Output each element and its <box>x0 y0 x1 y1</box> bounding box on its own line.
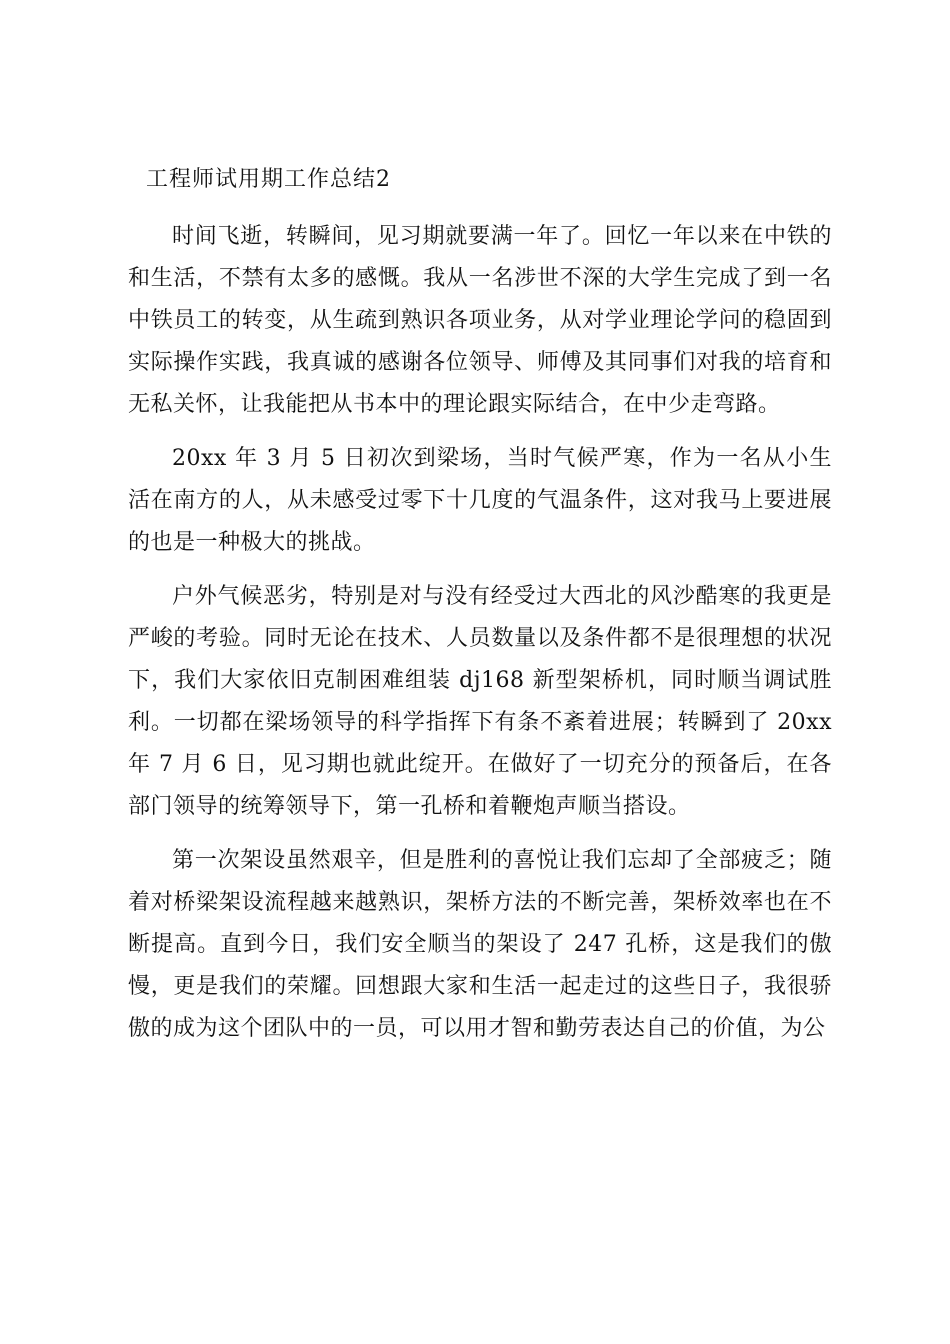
document-title: 工程师试用期工作总结2 <box>146 167 391 192</box>
paragraph-3: 户外气候恶劣，特别是对与没有经受过大西北的风沙酷寒的我更是严峻的考验。同时无论在技术、人员数量以及条件都不是很理想的状况下，我们大家依旧克制困难组装 dj168 新型架桥机，同时顺当调试胜利。一切都在梁场领导的科学指挥下有条不紊着进展；转瞬到了 20xx 年 7 月 6 日，见习期也就此绽开。在做好了一切充分的预备后，在各部门领导的统筹领导下，第一孔桥和着鞭炮声顺当搭设。 <box>128 584 832 819</box>
paragraph-4: 第一次架设虽然艰辛，但是胜利的喜悦让我们忘却了全部疲乏；随着对桥梁架设流程越来越熟识，架桥方法的不断完善，架桥效率也在不断提高。直到今日，我们安全顺当的架设了 247 孔桥，这是我们的傲慢，更是我们的荣耀。回想跟大家和生活一起走过的这些日子，我很骄傲的成为这个团队中的一员，可以用才智和勤劳表达自己的价值，为公 <box>128 848 832 1041</box>
document-body <box>128 160 832 1062</box>
paragraph-1: 时间飞逝，转瞬间，见习期就要满一年了。回忆一年以来在中铁的和生活，不禁有太多的感慨。我从一名涉世不深的大学生完成了到一名中铁员工的转变，从生疏到熟识各项业务，从对学业理论学问的稳固到实际操作实践，我真诚的感谢各位领导、师傅及其同事们对我的培育和无私关怀，让我能把从书本中的理论跟实际结合，在中少走弯路。 <box>128 224 832 417</box>
paragraph-2: 20xx 年 3 月 5 日初次到梁场，当时气候严寒，作为一名从小生活在南方的人，从未感受过零下十几度的气温条件，这对我马上要进展的也是一种极大的挑战。 <box>128 446 832 555</box>
